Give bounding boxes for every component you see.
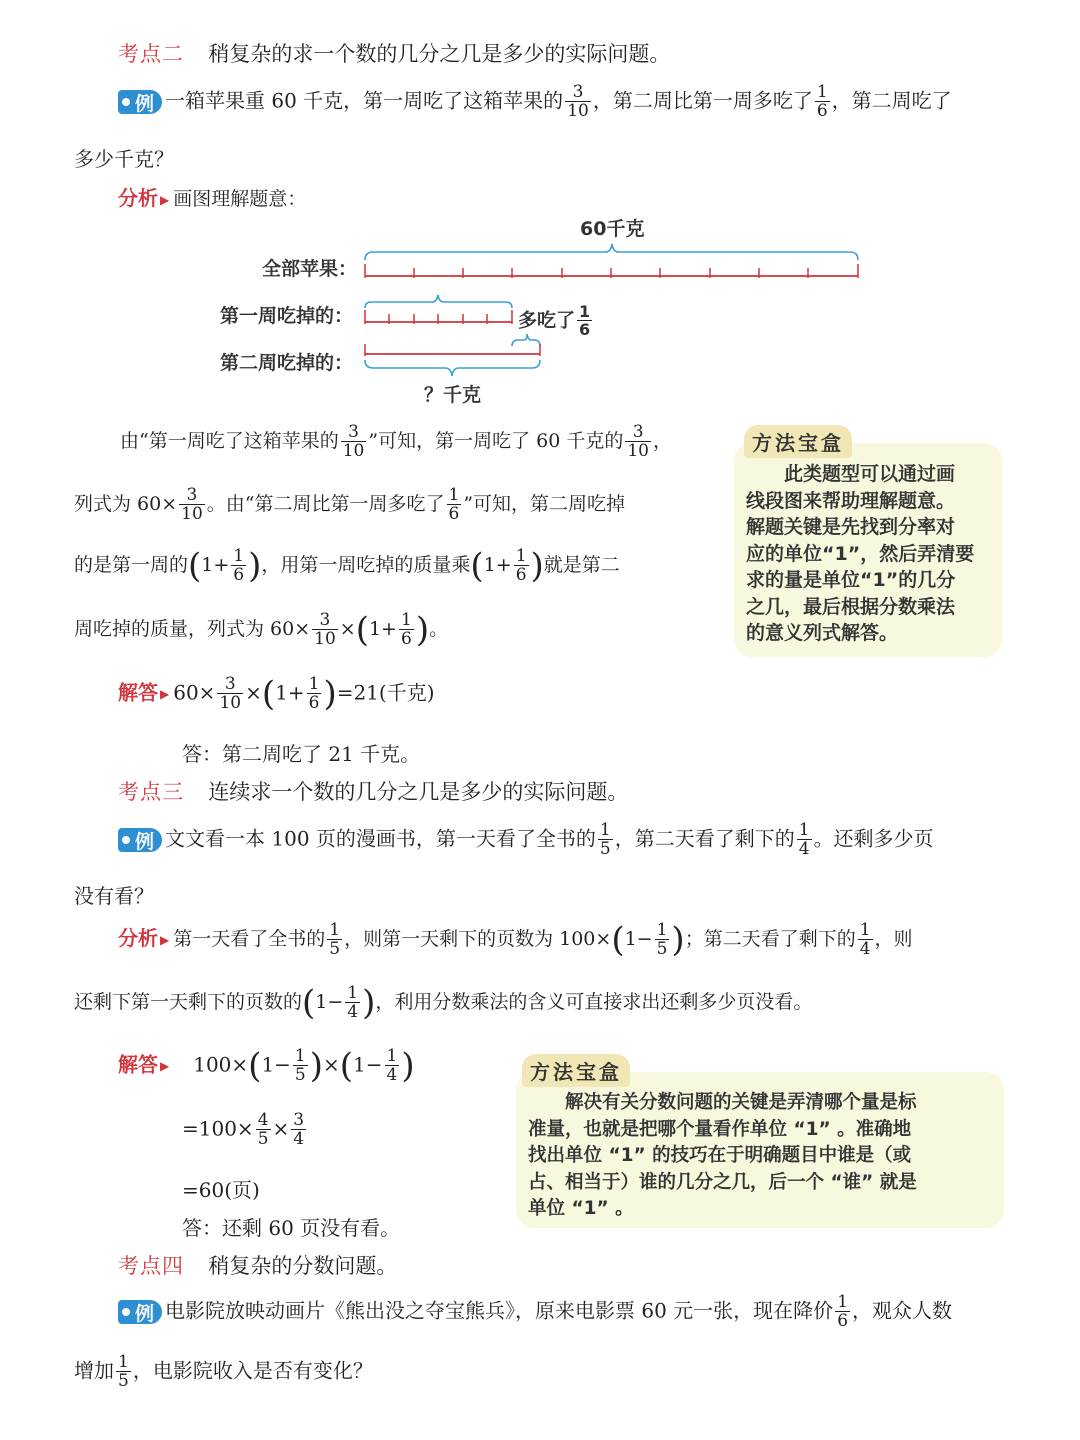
diagram-question: ？千克 bbox=[424, 384, 482, 406]
section2-tag: 考点二 bbox=[118, 43, 184, 66]
example-badge: 例 bbox=[118, 90, 162, 114]
diagram-more: 多吃了 $\frac{1}{6}$ bbox=[518, 302, 591, 339]
example-badge: 例 bbox=[118, 828, 162, 852]
explain-line1: 由“第一周吃了这箱苹果的 $\frac{3}{10}$ ”可知，第一周吃了 60 千克的 $\frac{3}{10}$ ， bbox=[120, 422, 672, 461]
segment-diagram bbox=[0, 0, 1080, 420]
method-title-1: 方法宝盒 bbox=[744, 425, 852, 458]
section2-title: 稍复杂的求一个数的几分之几是多少的实际问题。 bbox=[208, 43, 671, 66]
explain-line2: 列式为 60× $\frac{3}{10}$ 。由“第二周比第一周多吃了 $\frac{1}{6}$ ”可知，第二周吃掉 bbox=[74, 485, 626, 524]
method-box-2: 解决有关分数问题的关键是弄清哪个量是标 准量，也就是把哪个量看作单位 “1” 。准确地 找出单位 “1” 的技巧在于明确题目中谁是（或 占、相当于）谁的几分之几，后一个 “谁” 就是 单位 “1” 。 bbox=[516, 1072, 1004, 1228]
answer1-text: 答：第二周吃了 21 千克。 bbox=[182, 742, 421, 766]
section4-heading bbox=[118, 1250, 397, 1280]
section3-heading bbox=[118, 776, 628, 806]
analysis2-line1: 分析 ▶ 第一天看了全书的 $\frac{1}{5}$ ，则第一天剩下的页数为 100×(1− $\frac{1}{5}$ )；第二天看了剩下的 $\frac{1}{4}$ ，则 bbox=[118, 920, 913, 960]
explain-line3: 的是第一周的(1+ $\frac{1}{6}$ )，用第一周吃掉的质量乘(1+ $\frac{1}{6}$ )就是第二 bbox=[74, 546, 620, 586]
answer2-step2: =100× $\frac{4}{5}$ × $\frac{3}{4}$ bbox=[182, 1110, 305, 1149]
answer2-step1: 解答 ▶ 100×(1− $\frac{1}{5}$ )×(1− $\frac{1}{4}$ ) bbox=[118, 1046, 415, 1086]
diagram-total-label: 60千克 bbox=[580, 218, 645, 240]
example2: 例 文文看一本 100 页的漫画书，第一天看了全书的 $\frac{1}{5}$ ，第二天看了剩下的 $\frac{1}{4}$ 。还剩多少页 bbox=[118, 822, 934, 858]
example2-cont: 没有看？ bbox=[74, 884, 154, 908]
method-title-2: 方法宝盒 bbox=[522, 1054, 630, 1087]
total-brace bbox=[365, 244, 858, 260]
example3-cont: 增加 $\frac{1}{5}$ ，电影院收入是否有变化？ bbox=[74, 1352, 373, 1391]
example1-text: 一箱苹果重 60 千克，第一周吃了这箱苹果的 bbox=[165, 88, 564, 113]
extra-brace bbox=[512, 334, 540, 346]
example1: 例 一箱苹果重 60 千克，第一周吃了这箱苹果的 $\frac{3}{10}$ ，第二周比第一周多吃了 $\frac{1}{6}$ ，第二周吃了 bbox=[118, 84, 952, 120]
section4-title: 稍复杂的分数问题。 bbox=[208, 1255, 398, 1278]
diagram-row-week1: 第一周吃掉的： bbox=[220, 305, 354, 327]
explain-line4: 周吃掉的质量，列式为 60× $\frac{3}{10}$ ×(1+ $\frac{1}{6}$ )。 bbox=[74, 610, 449, 650]
analysis-intro: 画图理解题意： bbox=[173, 188, 307, 210]
answer-label: 解答 bbox=[118, 682, 158, 705]
method-box-1: 此类题型可以通过画 线段图来帮助理解题意。 解题关键是先找到分率对 应的单位“1”，然后弄清要 求的量是单位“1”的几分 之几，最后根据分数乘法 的意义列式解答。 bbox=[734, 443, 1002, 657]
analysis-label: 分析 bbox=[118, 188, 158, 210]
section4-tag: 考点四 bbox=[118, 1255, 184, 1278]
analysis2-line2: 还剩下第一天剩下的页数的(1− $\frac{1}{4}$ )，利用分数乘法的含义可直接求出还剩多少页没看。 bbox=[74, 983, 813, 1023]
diagram-row-week2: 第二周吃掉的： bbox=[220, 352, 354, 374]
answer2-text: 答：还剩 60 页没有看。 bbox=[182, 1216, 401, 1240]
example3: 例 电影院放映动画片《熊出没之夺宝熊兵》，原来电影票 60 元一张，现在降价 $\frac{1}{6}$ ，观众人数 bbox=[118, 1294, 952, 1330]
week1-brace bbox=[365, 295, 512, 308]
answer1-expr: 解答 ▶ 60× $\frac{3}{10}$ ×(1+ $\frac{1}{6}$ )=21(千克) bbox=[118, 674, 435, 714]
example1-cont: 多少千克？ bbox=[74, 147, 174, 171]
week2-brace bbox=[365, 360, 540, 376]
section3-tag: 考点三 bbox=[118, 781, 184, 804]
diagram-row-all: 全部苹果： bbox=[262, 258, 358, 280]
triangle-icon: ▶ bbox=[160, 192, 170, 207]
answer2-step3: =60(页) bbox=[182, 1178, 260, 1202]
fraction: $\frac{3}{10}$ bbox=[567, 82, 589, 121]
example-badge: 例 bbox=[118, 1300, 162, 1324]
dot-icon bbox=[122, 1308, 130, 1316]
section3-title: 连续求一个数的几分之几是多少的实际问题。 bbox=[208, 781, 629, 804]
dot-icon bbox=[122, 836, 130, 844]
fraction: $\frac{1}{6}$ bbox=[816, 82, 828, 121]
